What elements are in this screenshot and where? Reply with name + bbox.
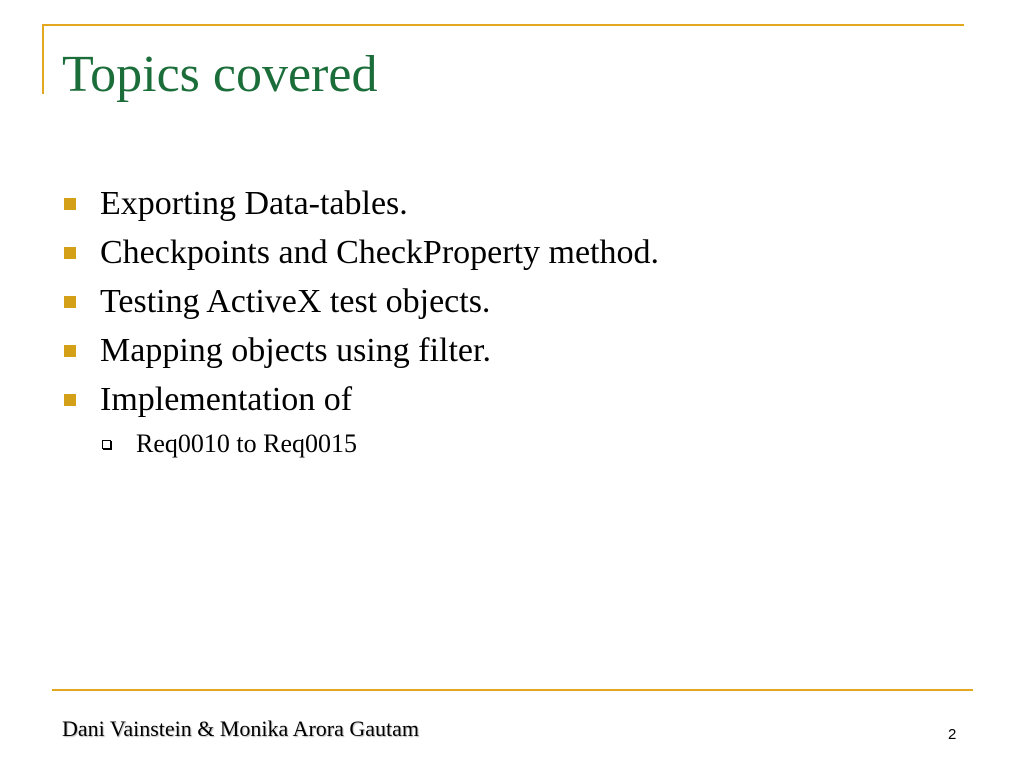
hollow-square-bullet-icon (102, 440, 111, 449)
slide-title: Topics covered (62, 46, 378, 103)
bullet-text: Checkpoints and CheckProperty method. (100, 234, 660, 271)
sub-bullet-text: Req0010 to Req0015 (136, 429, 357, 458)
square-bullet-icon (64, 296, 76, 308)
square-bullet-icon (64, 394, 76, 406)
square-bullet-icon (64, 247, 76, 259)
frame-top-rule (42, 24, 964, 26)
footer-author: Dani Vainstein & Monika Arora Gautam (62, 716, 420, 741)
bullet-text: Mapping objects using filter. (100, 332, 491, 369)
square-bullet-icon (64, 345, 76, 357)
frame-left-rule (42, 24, 44, 94)
bullet-text: Exporting Data-tables. (100, 185, 408, 222)
bullet-text: Implementation of (100, 381, 353, 418)
footer-rule (52, 689, 973, 691)
page-number: 2 (948, 726, 957, 743)
square-bullet-icon (64, 198, 76, 210)
bullet-text: Testing ActiveX test objects. (100, 283, 491, 320)
